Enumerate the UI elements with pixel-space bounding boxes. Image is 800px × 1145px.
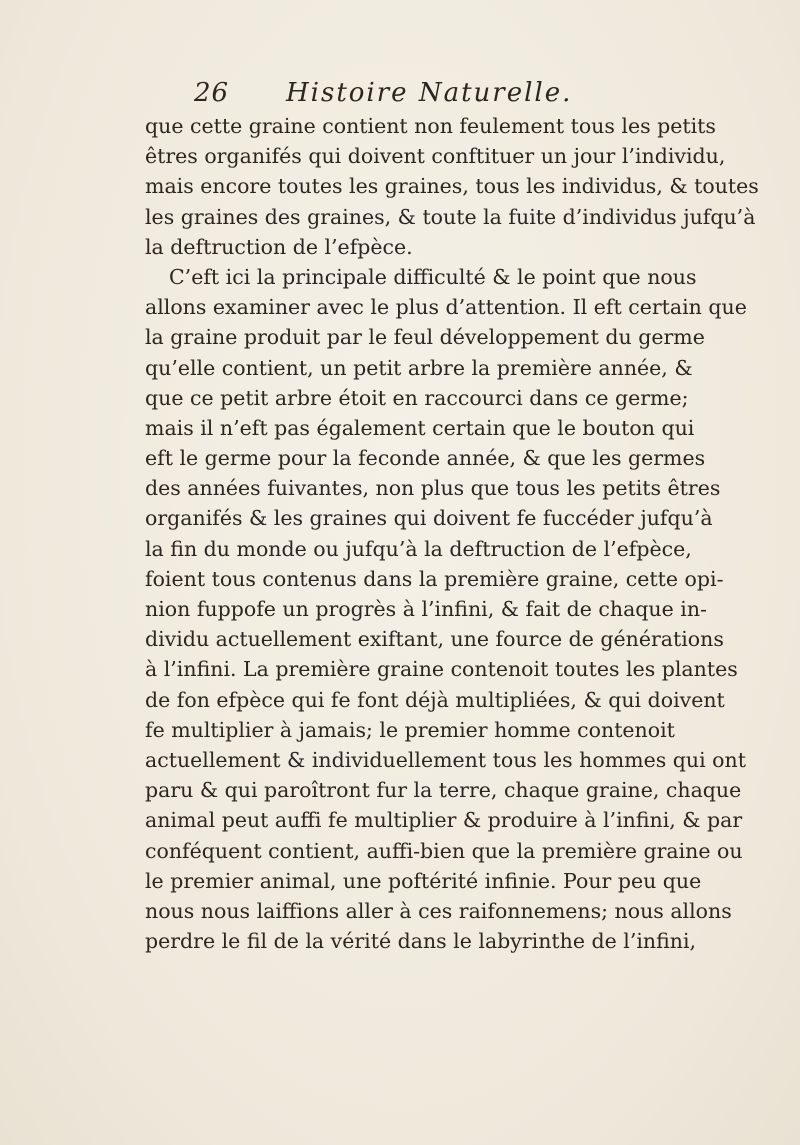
running-title: Histoire Naturelle. — [286, 78, 573, 108]
text-line: le premier animal, une poftérité infinie. Pour peu que — [145, 868, 702, 893]
text-line: fe multiplier à jamais; le premier homme contenoit — [145, 717, 675, 742]
text-line: mais il n’eft pas également certain que le bouton qui — [145, 415, 695, 440]
text-line: foient tous contenus dans la première graine, cette opi- — [145, 566, 724, 591]
text-line: nous nous laiffions aller à ces raifonnemens; nous allons — [145, 898, 732, 923]
text-line: paru & qui paroîtront fur la terre, chaque graine, chaque — [145, 778, 742, 803]
text-line: qu’elle contient, un petit arbre la première année, & — [145, 355, 693, 380]
text-line: eft le germe pour la feconde année, & que les germes — [145, 446, 706, 471]
text-line: des années fuivantes, non plus que tous les petits êtres — [145, 476, 721, 501]
text-line: perdre le fil de la vérité dans le labyrinthe de l’infini, — [145, 929, 697, 954]
text-line: la graine produit par le feul développement du germe — [145, 325, 705, 350]
text-line: la deftruction de l’efpèce. — [145, 234, 413, 259]
text-line: conféquent contient, auffi-bien que la première graine ou — [145, 838, 743, 863]
text-line: êtres organifés qui doivent conftituer un jour l’individu, — [145, 144, 726, 169]
text-line: C’eft ici la principale difficulté & le point que nous — [169, 264, 697, 289]
text-line: de fon efpèce qui fe font déjà multipliées, & qui doivent — [145, 687, 725, 712]
text-line: organifés & les graines qui doivent fe fuccéder jufqu’à — [145, 506, 713, 531]
text-line: que cette graine contient non feulement tous les petits — [145, 114, 716, 138]
text-line: les graines des graines, & toute la fuite d’individus jufqu’à — [145, 204, 756, 229]
text-line: la fin du monde ou jufqu’à la deftruction de l’efpèce, — [145, 536, 692, 561]
text-line: animal peut auffi fe multiplier & produire à l’infini, & par — [145, 808, 743, 833]
text-line: que ce petit arbre étoit en raccourci dans ce germe; — [145, 385, 689, 410]
text-line: à l’infini. La première graine contenoit toutes les plantes — [145, 657, 738, 682]
text-line: actuellement & individuellement tous les hommes qui ont — [145, 747, 746, 772]
text-line: mais encore toutes les graines, tous les individus, & toutes — [145, 174, 759, 199]
text-line: dividu actuellement exiftant, une fource de générations — [145, 627, 724, 652]
page-number: 26 — [194, 78, 230, 108]
body-text — [145, 111, 759, 956]
text-line: nion fuppofe un progrès à l’infini, & fait de chaque in- — [145, 597, 707, 621]
text-line: allons examiner avec le plus d’attention. Il eft certain que — [145, 295, 747, 320]
